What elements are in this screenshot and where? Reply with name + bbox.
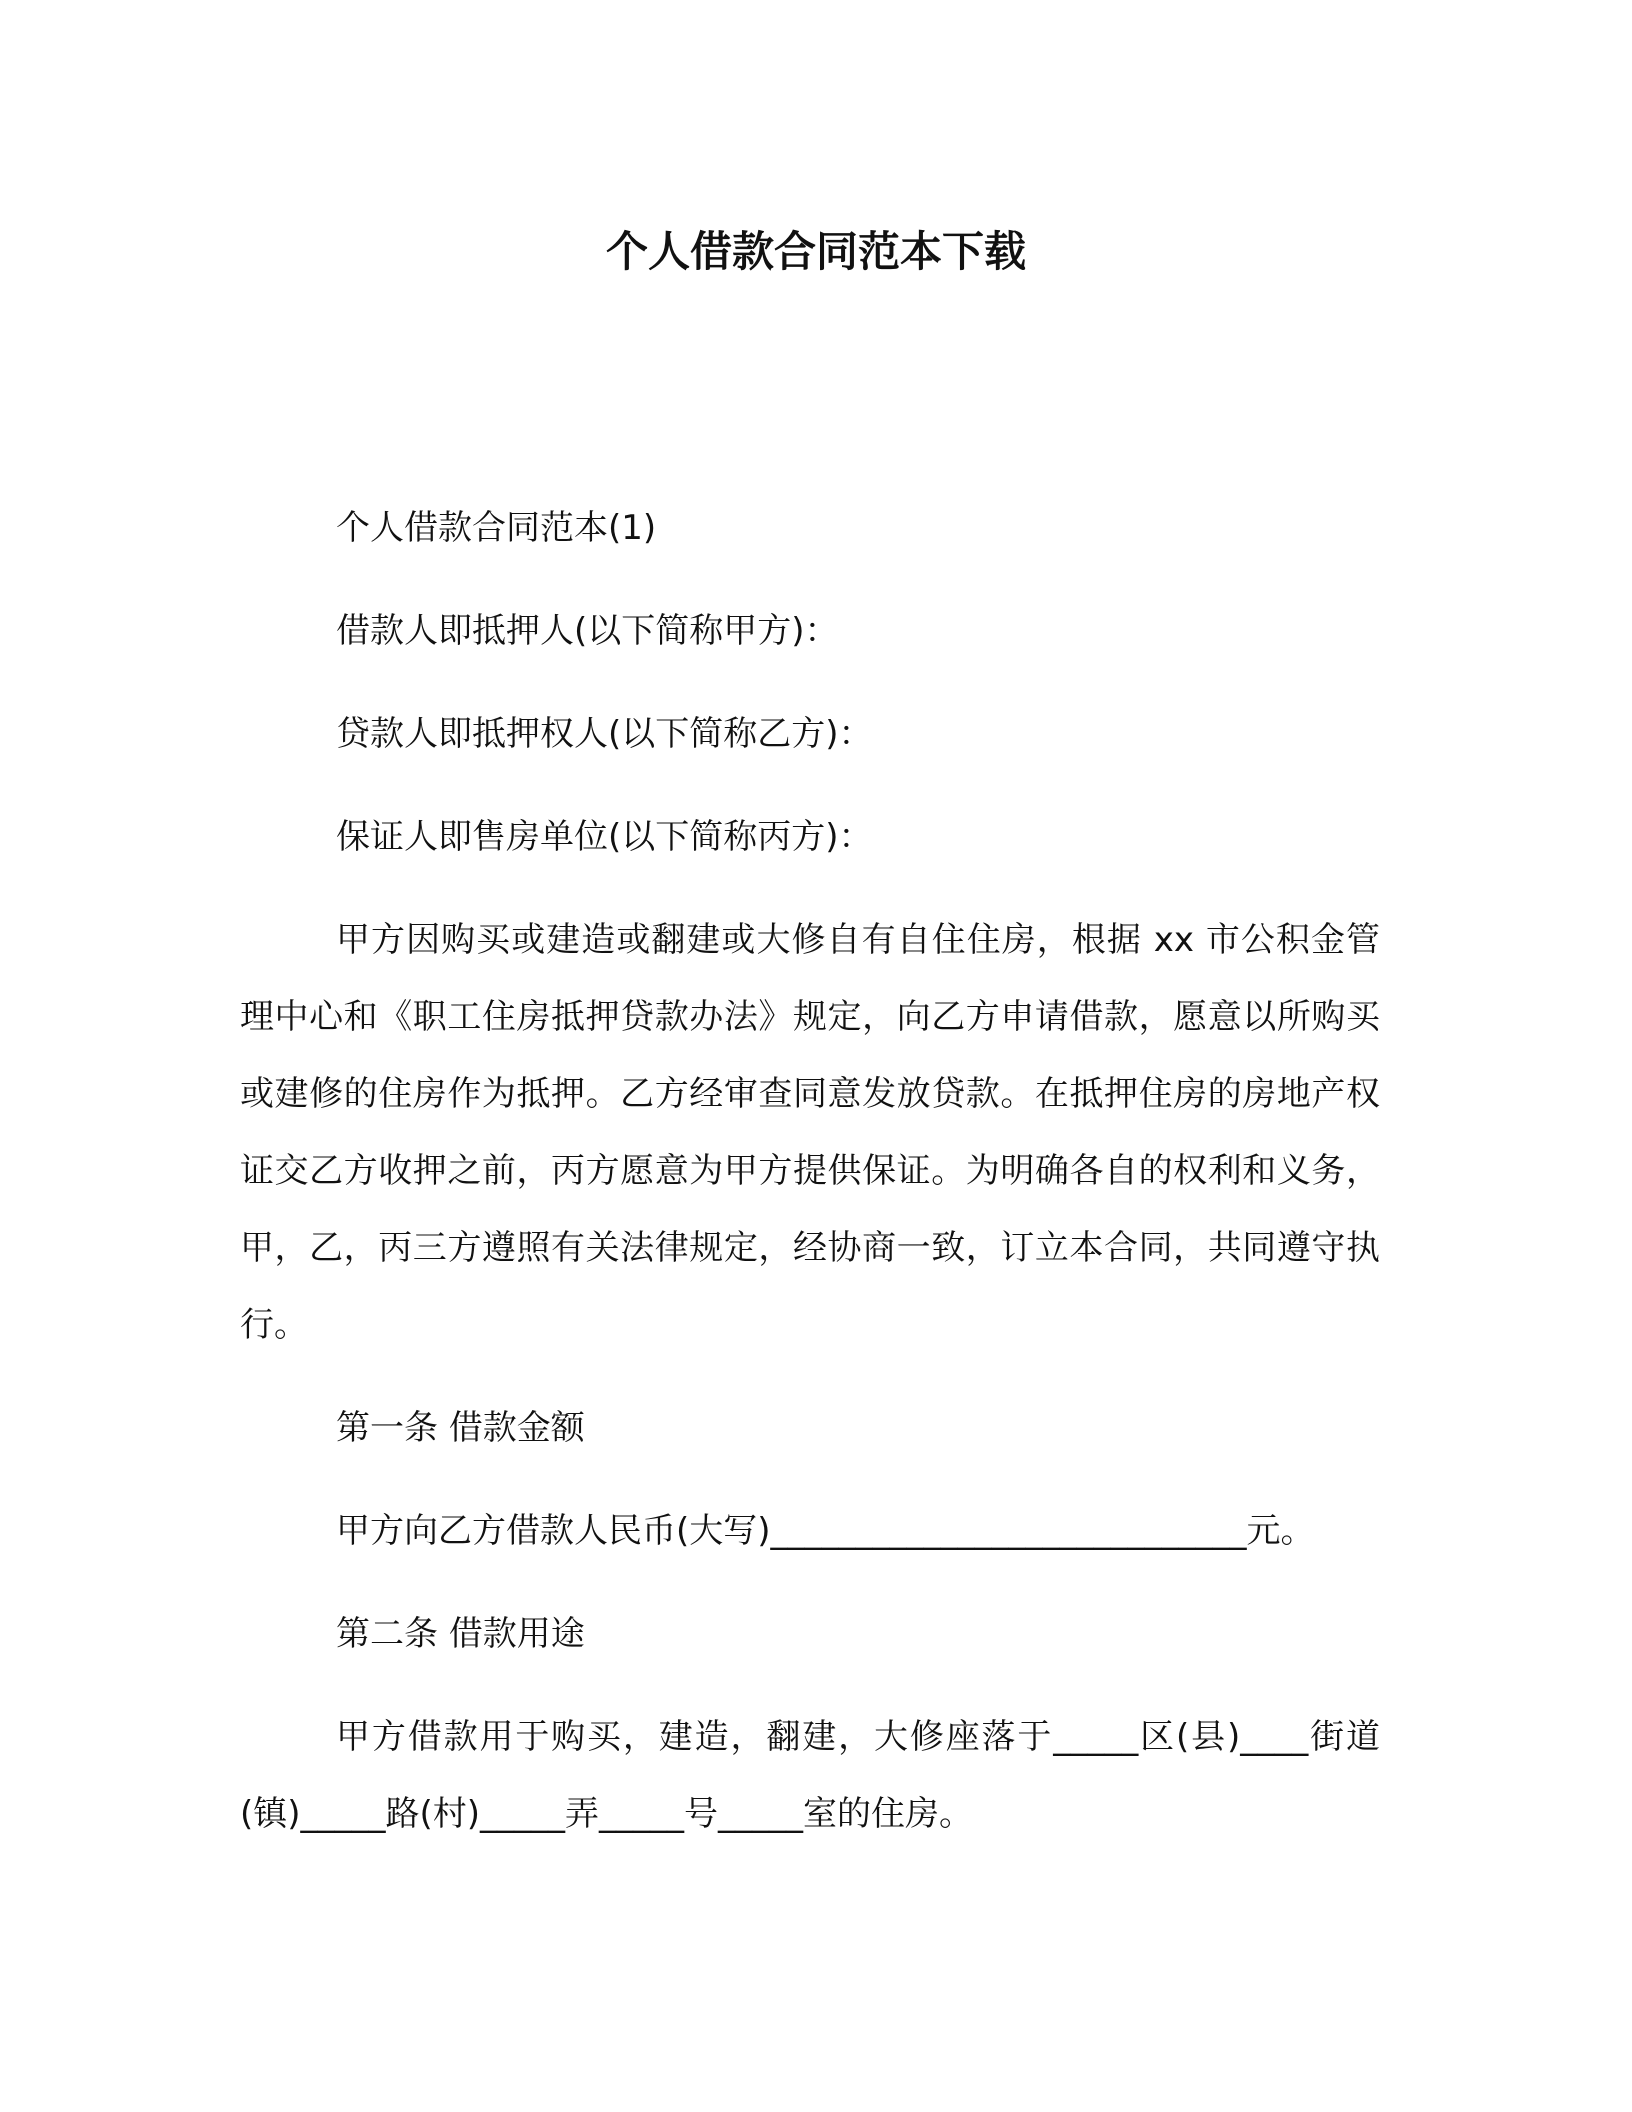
article-1-text: 甲方向乙方借款人民币(大写)____________________________元。 <box>336 1511 1315 1551</box>
preamble-paragraph: 甲方因购买或建造或翻建或大修自有自住住房，根据 xx 市公积金管理中心和《职工住房抵押贷款办法》规定，向乙方申请借款，愿意以所购买或建修的住房作为抵押。乙方经审查同意发放贷款。在抵押住房的房地产权证交乙方收押之前，丙方愿意为甲方提供保证。为明确各自的权利和义务，甲，乙，丙三方遵照有关法律规定，经协商一致，订立本合同，共同遵守执行。 <box>240 920 1380 1345</box>
article-2-text: 甲方借款用于购买，建造，翻建，大修座落于_____区(县)____街道(镇)_____路(村)_____弄_____号_____室的住房。 <box>240 1717 1380 1834</box>
article-2-heading: 第二条 借款用途 <box>336 1614 585 1654</box>
document-body <box>240 490 1380 1879</box>
party-b-line: 贷款人即抵押权人(以下简称乙方)： <box>336 714 873 754</box>
party-c-line: 保证人即售房单位(以下简称丙方)： <box>336 817 873 857</box>
party-a-line: 借款人即抵押人(以下简称甲方)： <box>336 611 839 651</box>
document-title: 个人借款合同范本下载 <box>605 227 1026 276</box>
section-heading: 个人借款合同范本(1) <box>336 508 657 548</box>
article-1-heading: 第一条 借款金额 <box>336 1408 585 1448</box>
